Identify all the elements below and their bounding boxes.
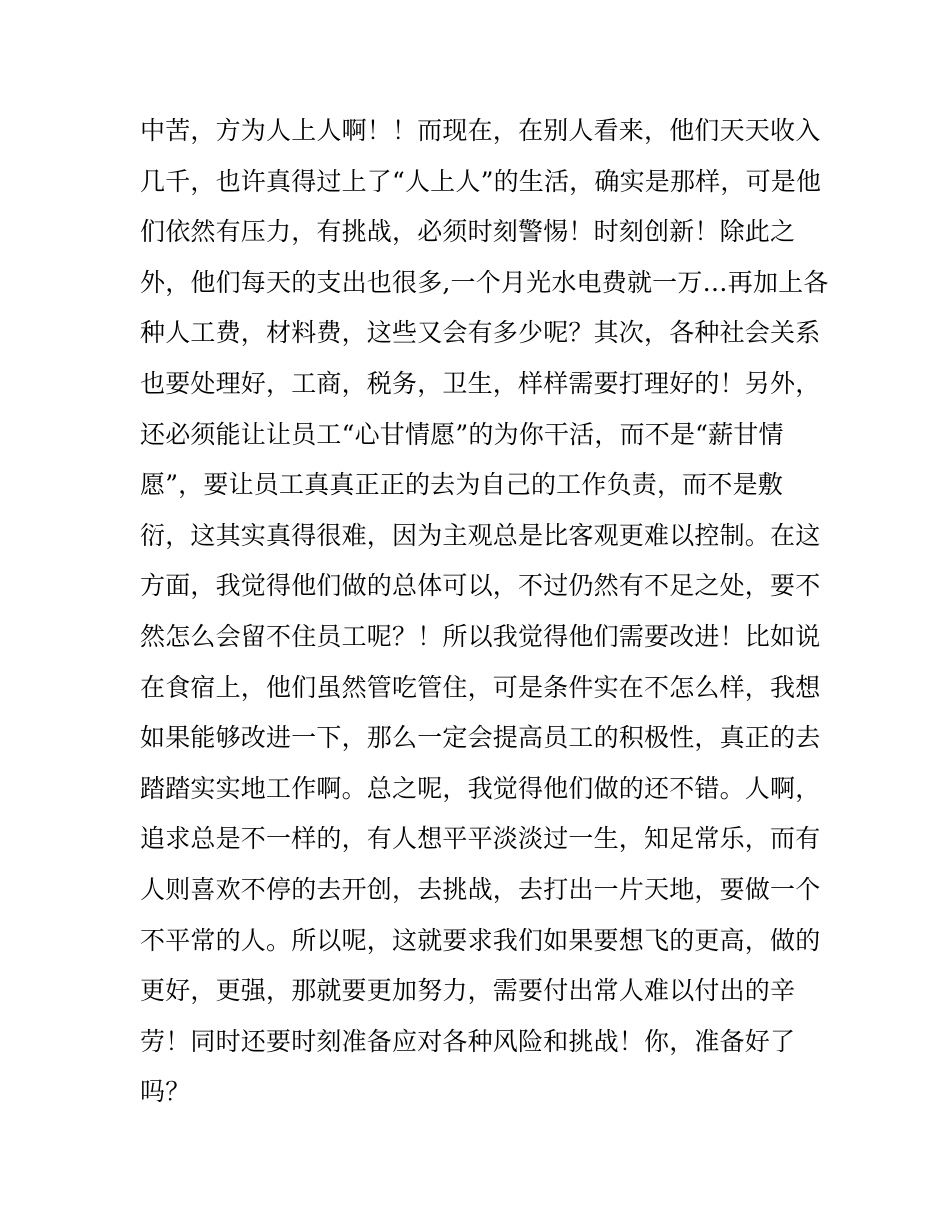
text-line: 在食宿上，他们虽然管吃管住，可是条件实在不怎么样，我想 — [140, 672, 821, 702]
text-line: 如果能够改进一下，那么一定会提高员工的积极性，真正的去 — [140, 723, 821, 753]
text-line: 几千，也许真得过上了“人上人”的生活，确实是那样，可是他 — [140, 166, 822, 196]
body-paragraph — [140, 106, 829, 1118]
text-line: 还必须能让让员工“心甘情愿”的为你干活，而不是“薪甘情 — [140, 419, 784, 449]
text-line: 更好，更强，那就要更加努力，需要付出常人难以付出的辛 — [140, 976, 796, 1006]
text-line: 衍，这其实真得很难，因为主观总是比客观更难以控制。在这 — [140, 520, 821, 550]
text-line: 种人工费，材料费，这些又会有多少呢？其次，各种社会关系 — [140, 318, 821, 348]
text-line: 们依然有压力，有挑战，必须时刻警惕！时刻创新！除此之 — [140, 217, 796, 247]
text-line: 不平常的人。所以呢，这就要求我们如果要想飞的更高，做的 — [140, 925, 821, 955]
text-line: 愿”，要让员工真真正正的去为自己的工作负责，而不是敷 — [140, 470, 783, 500]
text-line: 追求总是不一样的，有人想平平淡淡过一生，知足常乐，而有 — [140, 824, 821, 854]
text-line: 外，他们每天的支出也很多,一个月光水电费就一万…再加上各 — [140, 267, 829, 297]
text-line: 然怎么会留不住员工呢？！所以我觉得他们需要改进！比如说 — [140, 621, 821, 651]
text-line: 踏踏实实地工作啊。总之呢，我觉得他们做的还不错。人啊， — [140, 773, 821, 803]
text-line: 劳！同时还要时刻准备应对各种风险和挑战！你，准备好了 — [140, 1026, 796, 1056]
text-line: 也要处理好，工商，税务，卫生，样样需要打理好的！另外， — [140, 368, 821, 398]
text-line: 人则喜欢不停的去开创，去挑战，去打出一片天地，要做一个 — [140, 874, 821, 904]
text-line: 吗？ — [140, 1077, 191, 1107]
text-line: 方面，我觉得他们做的总体可以，不过仍然有不足之处，要不 — [140, 571, 821, 601]
text-line: 中苦，方为人上人啊！！而现在，在别人看来，他们天天收入 — [140, 116, 821, 145]
